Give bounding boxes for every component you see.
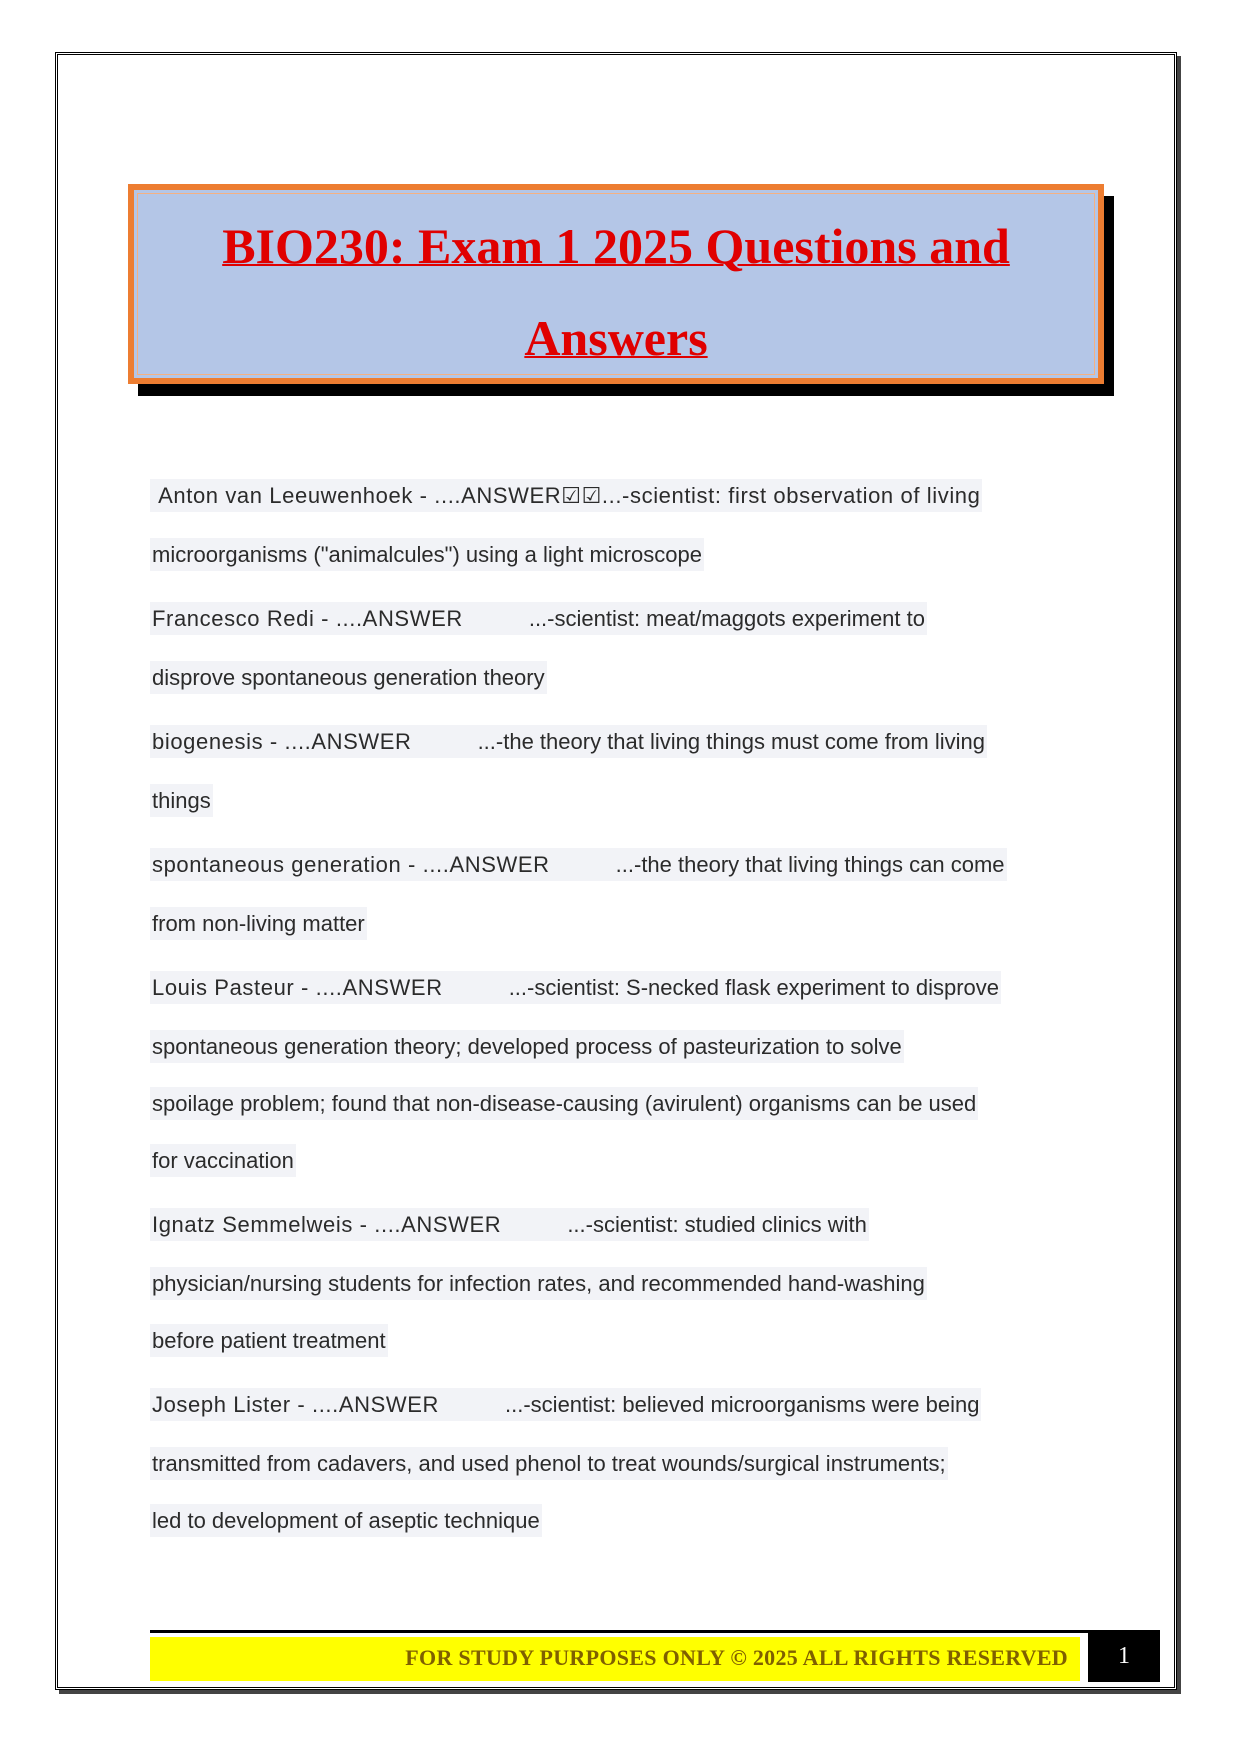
qa-answer-line: from non-living matter [150, 907, 367, 940]
page-number: 1 [1088, 1630, 1160, 1682]
qa-answer-line: things [150, 784, 213, 817]
qa-term-line: Joseph Lister - ....ANSWER ...-scientist: believed microorganisms were being [150, 1388, 981, 1421]
qa-answer-line: spontaneous generation theory; developed process of pasteurization to solve [150, 1030, 904, 1063]
qa-answer-start: ...-scientist: S-necked flask experiment to disprove [508, 975, 1000, 1000]
qa-item-pasteur [150, 958, 1090, 1189]
footer-text: FOR STUDY PURPOSES ONLY © 2025 ALL RIGHTS RESERVED [405, 1645, 1068, 1670]
qa-item-redi [150, 589, 1090, 706]
document-title [134, 200, 1098, 384]
qa-answer-line: spoilage problem; found that non-disease-causing (avirulent) organisms can be used [150, 1087, 978, 1120]
qa-answer-start: ...-scientist: studied clinics with [567, 1212, 867, 1237]
qa-answer-line: before patient treatment [150, 1324, 388, 1357]
qa-answer-line: physician/nursing students for infection rates, and recommended hand-washing [150, 1267, 927, 1300]
qa-term-line: Ignatz Semmelweis - ....ANSWER ...-scientist: studied clinics with [150, 1208, 869, 1241]
qa-answer-line: led to development of aseptic technique [150, 1504, 542, 1537]
qa-term-line: Anton van Leeuwenhoek - ....ANSWER☑☑...-scientist: first observation of living [150, 479, 982, 512]
qa-answer-start: ...-scientist: meat/maggots experiment to [528, 606, 925, 631]
qa-item-semmelweis [150, 1195, 1090, 1369]
qa-answer-start: ...-the theory that living things can come [615, 852, 1005, 877]
qa-term-line: biogenesis - ....ANSWER ...-the theory that living things must come from living [150, 725, 987, 758]
qa-term-line: spontaneous generation - ....ANSWER ...-the theory that living things can come [150, 848, 1007, 881]
qa-item-spontaneous-generation [150, 835, 1090, 952]
qa-answer-line: transmitted from cadavers, and used phenol to treat wounds/surgical instruments; [150, 1447, 948, 1480]
qa-answer-line: for vaccination [150, 1144, 296, 1177]
footer-rule [150, 1630, 1095, 1633]
qa-term-line: Louis Pasteur - ....ANSWER ...-scientist: S-necked flask experiment to disprove [150, 971, 1001, 1004]
footer-bar [150, 1637, 1080, 1681]
qa-term-line: Francesco Redi - ....ANSWER ...-scientist: meat/maggots experiment to [150, 602, 927, 635]
qa-answer-start: ...-scientist: believed microorganisms were being [505, 1392, 980, 1417]
qa-item-leeuwenhoek [150, 466, 1090, 583]
title-line-1: BIO230: Exam 1 2025 Questions and [222, 218, 1010, 274]
title-line-2: Answers [524, 310, 708, 366]
qa-answer-line: microorganisms ("animalcules") using a light microscope [150, 538, 704, 571]
title-box [128, 184, 1104, 384]
qa-item-lister [150, 1375, 1090, 1549]
qa-item-biogenesis [150, 712, 1090, 829]
qa-answer-start: ...-the theory that living things must come from living [477, 729, 985, 754]
qa-list [150, 466, 1090, 1555]
qa-answer-line: disprove spontaneous generation theory [150, 661, 547, 694]
